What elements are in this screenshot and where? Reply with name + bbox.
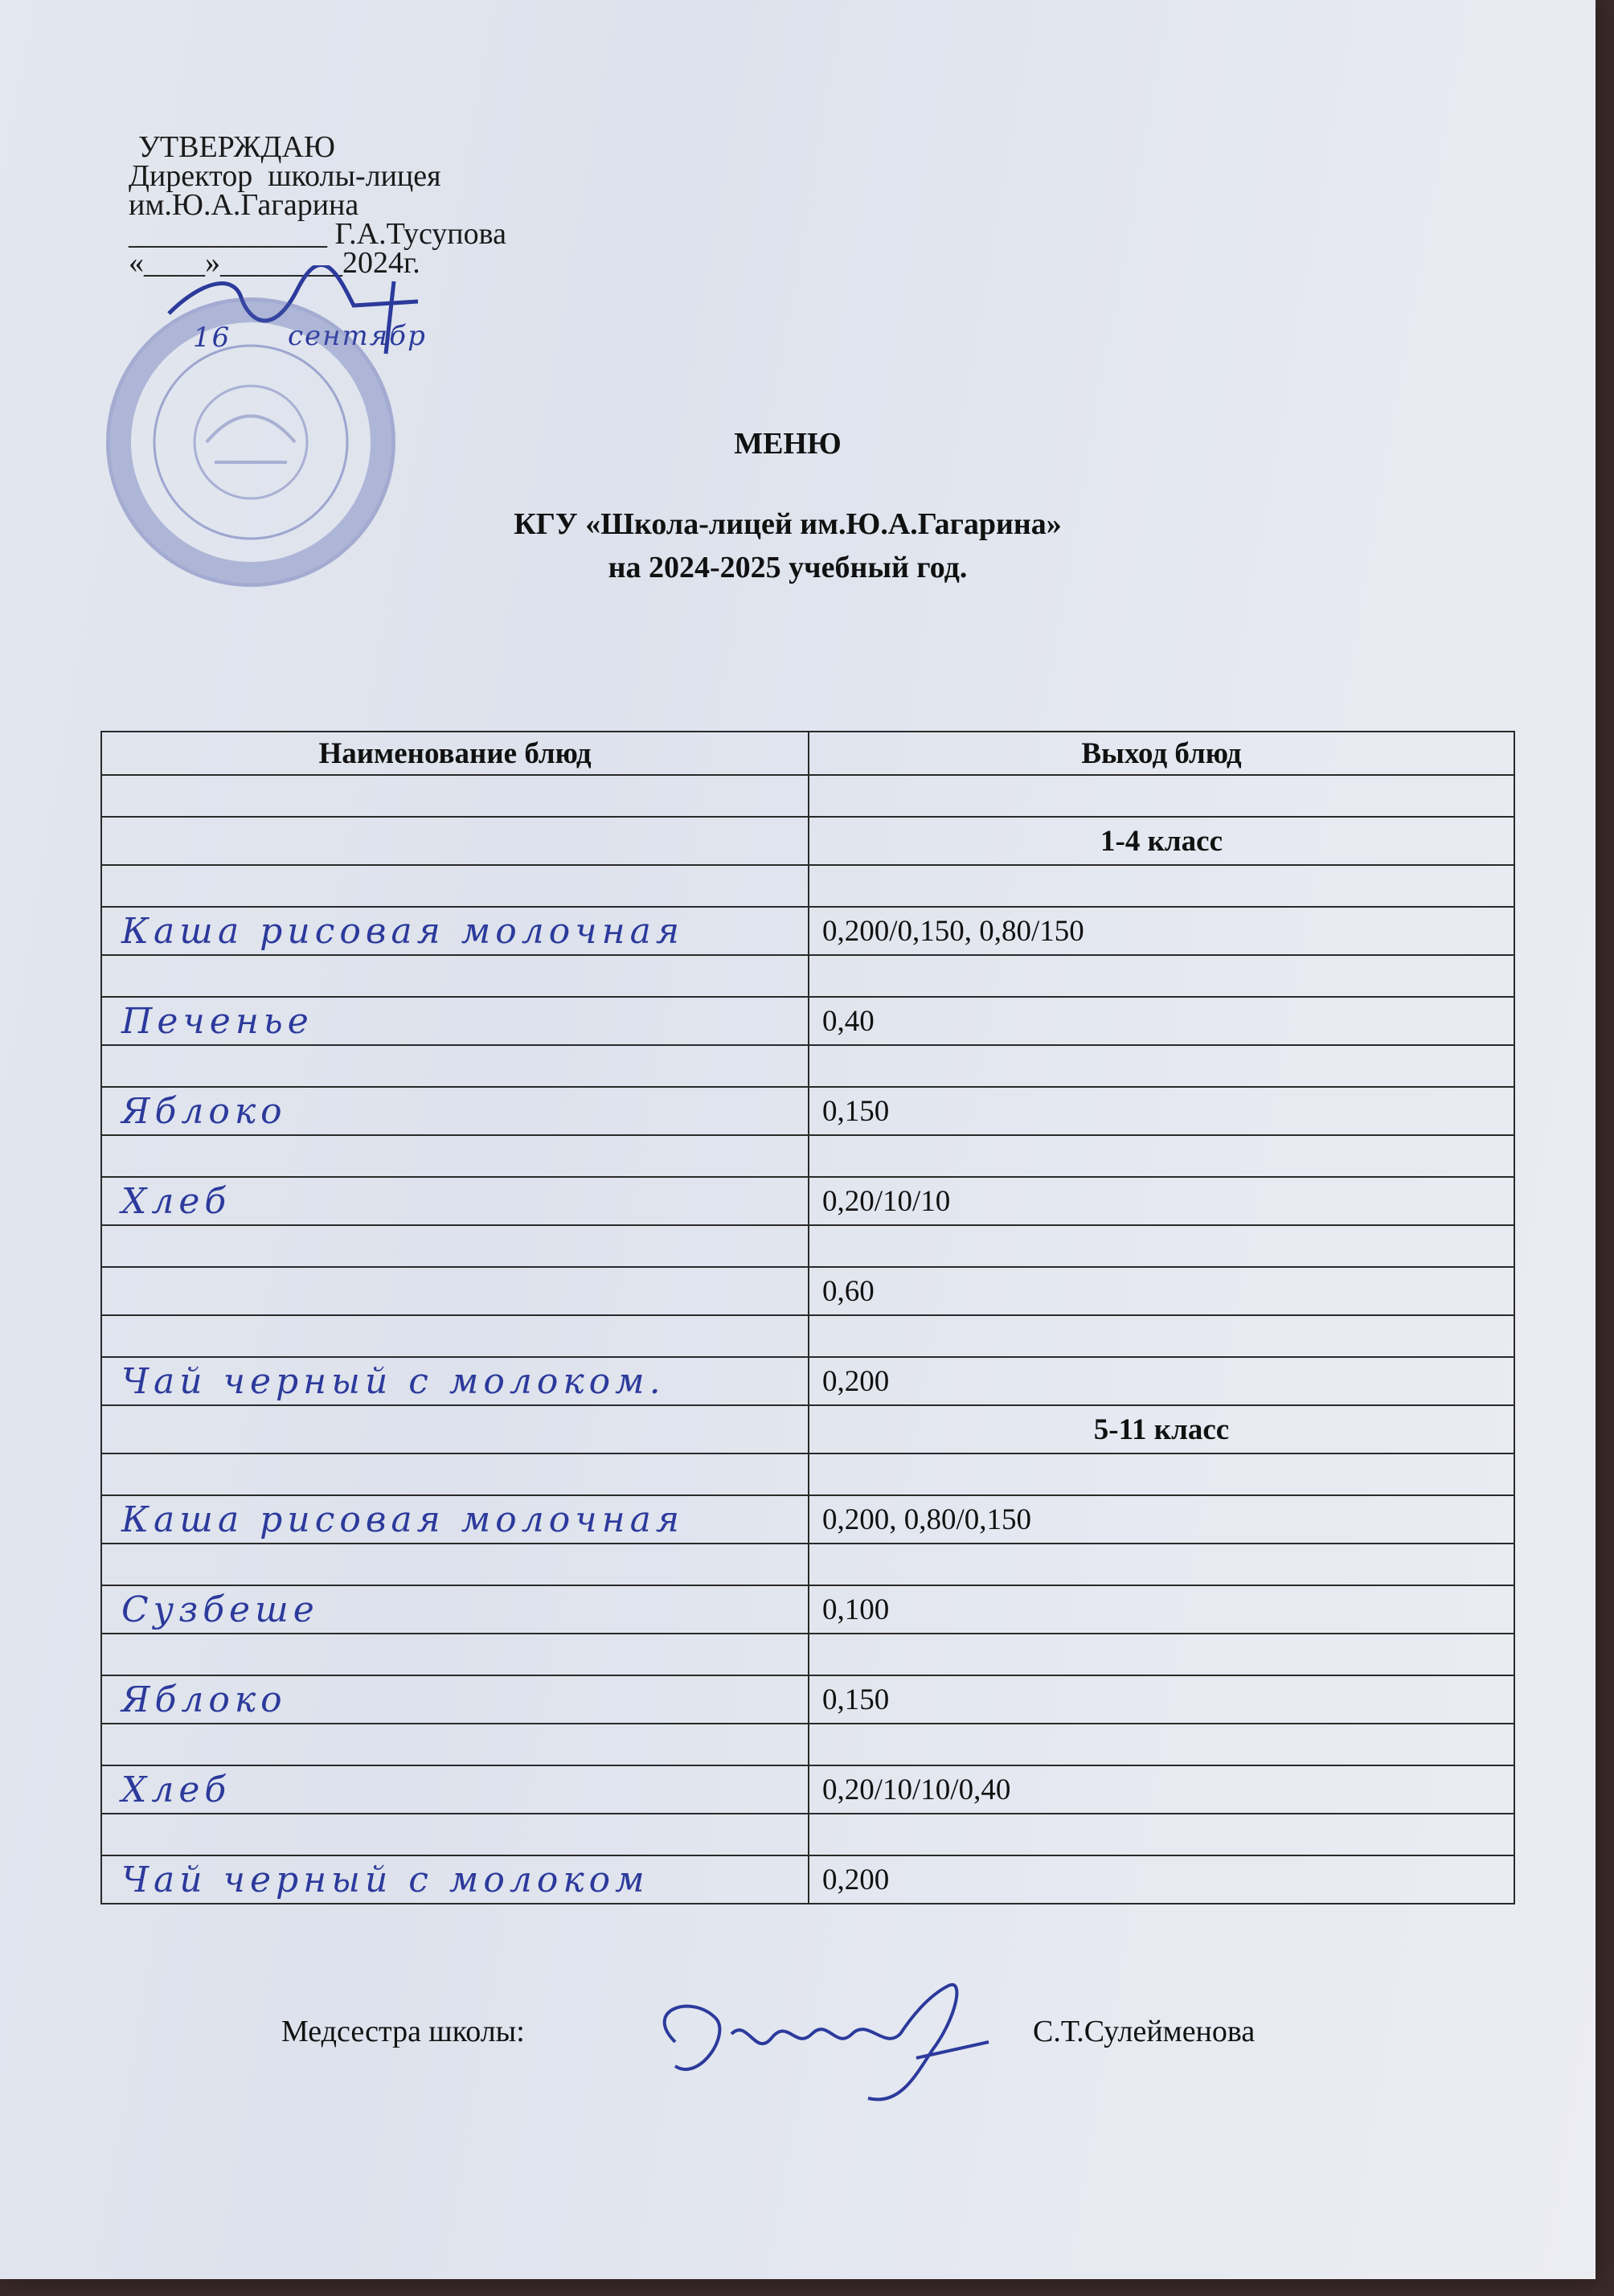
dish-cell — [101, 1855, 809, 1904]
table-row-empty — [101, 865, 1514, 907]
table-row-empty — [101, 1634, 1514, 1675]
dish-cell — [101, 1357, 809, 1405]
dish-name: Каша рисовая молочная — [121, 910, 684, 952]
dish-cell — [101, 1087, 809, 1135]
dish-cell — [101, 1765, 809, 1814]
dish-name: Чай черный с молоком — [121, 1859, 649, 1900]
empty-cell — [809, 955, 1514, 997]
portion-value: 0,60 — [809, 1267, 1514, 1315]
empty-cell — [101, 1405, 809, 1453]
empty-cell — [809, 865, 1514, 907]
table-row-empty — [101, 1135, 1514, 1177]
empty-cell — [101, 1225, 809, 1267]
table-row — [101, 1267, 1514, 1315]
menu-body — [101, 775, 1514, 1904]
dish-cell — [101, 1177, 809, 1225]
table-row — [101, 1495, 1514, 1544]
table-row-empty — [101, 1724, 1514, 1765]
table-header-row — [101, 732, 1514, 775]
portion-value: 0,200/0,150, 0,80/150 — [809, 907, 1514, 955]
table-row-empty — [101, 1045, 1514, 1087]
empty-cell — [809, 1315, 1514, 1357]
table-row-empty — [101, 1453, 1514, 1495]
dish-cell — [101, 1585, 809, 1634]
header-dish-name: Наименование блюд — [101, 732, 809, 775]
empty-cell — [809, 1135, 1514, 1177]
dish-cell — [101, 907, 809, 955]
portion-value: 0,20/10/10/0,40 — [809, 1765, 1514, 1814]
table-row-empty — [101, 1544, 1514, 1585]
empty-cell — [101, 817, 809, 865]
table-row — [101, 997, 1514, 1045]
approval-school: им.Ю.А.Гагарина — [129, 188, 359, 222]
dish-name: Хлеб — [121, 1180, 231, 1222]
table-row — [101, 1855, 1514, 1904]
document-title: МЕНЮ — [734, 427, 842, 461]
dish-name: Хлеб — [121, 1769, 231, 1810]
empty-cell — [101, 1724, 809, 1765]
dish-name: Сузбеше — [121, 1589, 319, 1630]
handwritten-day: 16 — [193, 322, 231, 354]
table-row-empty — [101, 1814, 1514, 1855]
empty-cell — [101, 1045, 809, 1087]
subtitle-school: КГУ «Школа-лицей им.Ю.А.Гагарина» — [514, 507, 1062, 541]
empty-cell — [101, 955, 809, 997]
empty-cell — [809, 1724, 1514, 1765]
empty-cell — [809, 1634, 1514, 1675]
dish-name: Яблоко — [121, 1090, 287, 1132]
dish-cell — [101, 1495, 809, 1544]
empty-cell — [101, 1814, 809, 1855]
table-row-empty — [101, 1225, 1514, 1267]
nurse-name: С.Т.Сулейменова — [1033, 2015, 1256, 2048]
menu-table — [100, 731, 1515, 1904]
table-row-empty — [101, 1315, 1514, 1357]
dish-cell — [101, 1675, 809, 1724]
empty-cell — [809, 1814, 1514, 1855]
empty-cell — [101, 865, 809, 907]
header-portion: Выход блюд — [809, 732, 1514, 775]
empty-cell — [809, 1544, 1514, 1585]
portion-value: 0,100 — [809, 1585, 1514, 1634]
empty-cell — [809, 1045, 1514, 1087]
table-row — [101, 907, 1514, 955]
empty-cell — [101, 1135, 809, 1177]
class-group-row — [101, 817, 1514, 865]
table-row — [101, 1765, 1514, 1814]
table-row — [101, 1585, 1514, 1634]
class-group-label: 5-11 класс — [809, 1405, 1514, 1453]
approval-position: Директор школы-лицея — [129, 159, 441, 193]
portion-value: 0,40 — [809, 997, 1514, 1045]
subtitle-year: на 2024-2025 учебный год. — [608, 551, 968, 584]
approval-date-line: «____»________2024г. — [129, 246, 420, 280]
empty-cell — [101, 1453, 809, 1495]
empty-cell — [809, 775, 1514, 817]
portion-value: 0,200 — [809, 1357, 1514, 1405]
dish-name: Яблоко — [121, 1679, 287, 1720]
empty-cell — [101, 1544, 809, 1585]
portion-value: 0,150 — [809, 1675, 1514, 1724]
empty-cell — [809, 1225, 1514, 1267]
handwritten-month: сентябр — [288, 320, 427, 352]
empty-cell — [101, 775, 809, 817]
table-row — [101, 1177, 1514, 1225]
nurse-label: Медсестра школы: — [281, 2015, 525, 2048]
dish-name: Печенье — [121, 1000, 313, 1042]
approval-block — [129, 130, 506, 280]
portion-value: 0,200 — [809, 1855, 1514, 1904]
table-row-empty — [101, 955, 1514, 997]
portion-value: 0,20/10/10 — [809, 1177, 1514, 1225]
empty-cell — [101, 1634, 809, 1675]
approval-heading: УТВЕРЖДАЮ — [138, 130, 335, 164]
dish-name: Чай черный с молоком. — [121, 1360, 666, 1402]
approval-signature-line: _____________ Г.А.Тусупова — [129, 217, 506, 251]
nurse-signature — [627, 1962, 1013, 2122]
dish-name — [115, 1271, 121, 1312]
dish-cell — [101, 1267, 809, 1315]
dish-name: Каша рисовая молочная — [121, 1499, 684, 1540]
dish-cell — [101, 997, 809, 1045]
table-row-empty — [101, 775, 1514, 817]
table-row — [101, 1087, 1514, 1135]
class-group-label: 1-4 класс — [809, 817, 1514, 865]
table-row — [101, 1357, 1514, 1405]
portion-value: 0,200, 0,80/0,150 — [809, 1495, 1514, 1544]
table-row — [101, 1675, 1514, 1724]
portion-value: 0,150 — [809, 1087, 1514, 1135]
empty-cell — [809, 1453, 1514, 1495]
class-group-row — [101, 1405, 1514, 1453]
empty-cell — [101, 1315, 809, 1357]
